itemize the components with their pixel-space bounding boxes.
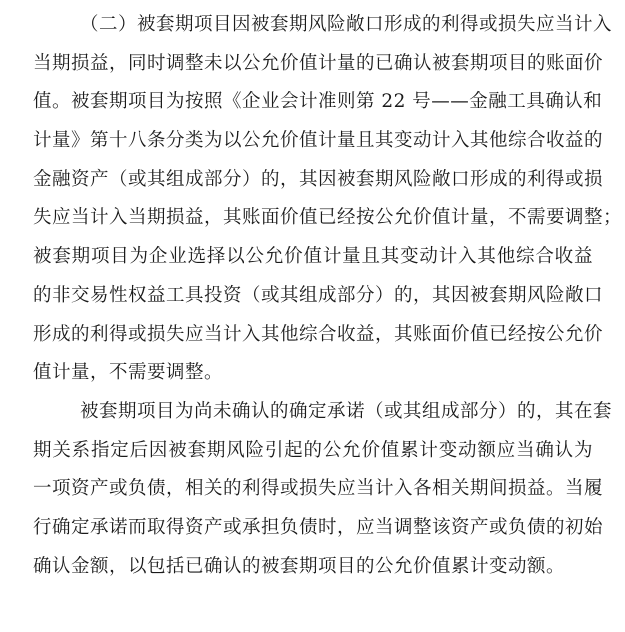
- text-line: 期关系指定后因被套期风险引起的公允价值累计变动额应当确认为: [33, 439, 593, 461]
- text-line: 形成的利得或损失应当计入其他综合收益，其账面价值已经按公允价: [33, 323, 604, 345]
- text-line: 确认金额，以包括已确认的被套期项目的公允价值累计变动额。: [33, 555, 566, 577]
- paragraph-1: [33, 6, 623, 393]
- document-body: [33, 6, 623, 586]
- text-line: 被套期项目为尚未确认的确定承诺（或其组成部分）的，其在套: [80, 400, 613, 422]
- text-line: 被套期项目为企业选择以公允价值计量且其变动计入其他综合收益: [33, 246, 593, 268]
- paragraph-2: [33, 393, 613, 586]
- text-line: 当期损益，同时调整未以公允价值计量的已确认被套期项目的账面价: [33, 52, 604, 74]
- text-line: 计量》第十八条分类为以公允价值计量且其变动计入其他综合收益的: [33, 130, 604, 152]
- text-line: 行确定承诺而取得资产或承担负债时，应当调整该资产或负债的初始: [33, 516, 604, 538]
- text-line: 金融资产（或其组成部分）的，其因被套期风险敞口形成的利得或损: [33, 168, 604, 190]
- text-line: 值。被套期项目为按照《企业会计准则第 22 号——金融工具确认和: [33, 91, 603, 113]
- text-line: 的非交易性权益工具投资（或其组成部分）的，其因被套期风险敞口: [33, 284, 604, 306]
- text-line: 值计量，不需要调整。: [33, 362, 224, 384]
- text-line: 失应当计入当期损益，其账面价值已经按公允价值计量，不需要调整；: [33, 207, 623, 229]
- text-line: 一项资产或负债，相关的利得或损失应当计入各相关期间损益。当履: [33, 478, 604, 500]
- text-line: （二）被套期项目因被套期风险敞口形成的利得或损失应当计入: [80, 14, 613, 35]
